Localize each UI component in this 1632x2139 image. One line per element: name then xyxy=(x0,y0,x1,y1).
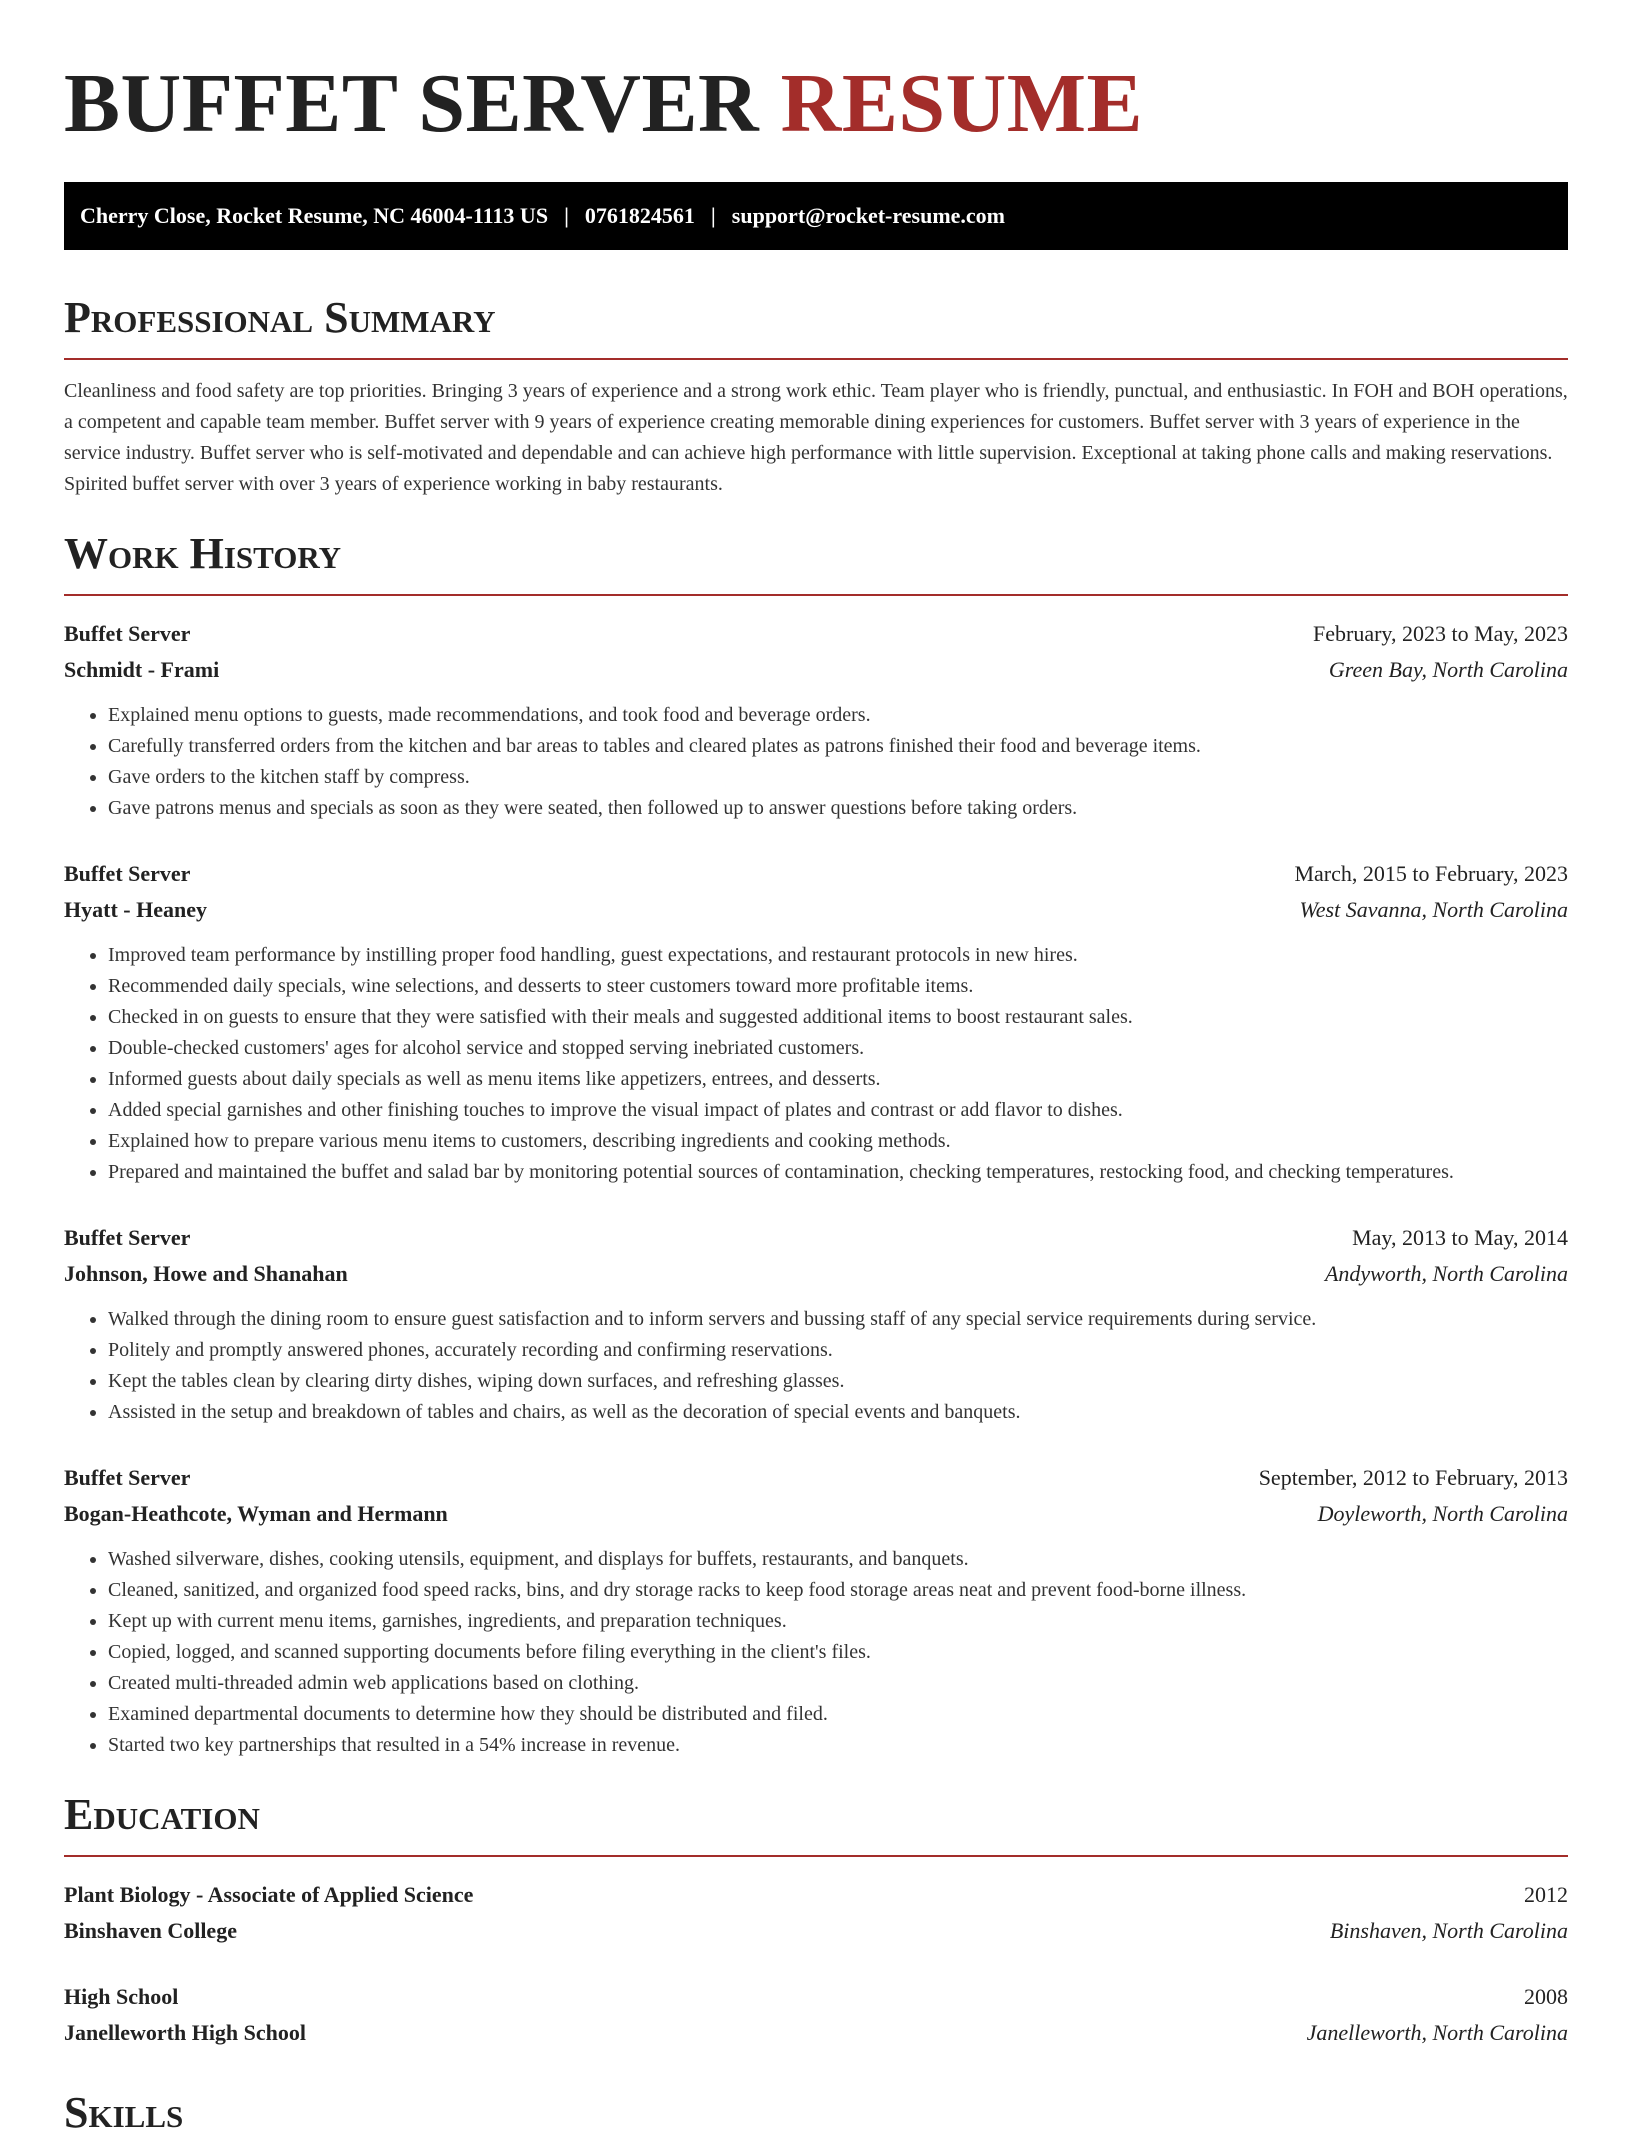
job-duty-item: • Carefully transferred orders from the kitchen and bar areas to tables and cleared plates as patrons finished their food and beverage items. xyxy=(108,731,1568,762)
job-duty-item: • Explained how to prepare various menu items to customers, describing ingredients and cooking methods. xyxy=(108,1126,1568,1157)
job-duty-item: • Prepared and maintained the buffet and salad bar by monitoring potential sources of contamination, checking temperatures, restocking food, and checking temperatures. xyxy=(108,1157,1568,1188)
job-duties-list xyxy=(64,700,1568,824)
job-header-row xyxy=(64,1220,1568,1256)
education-degree: High School xyxy=(64,1984,179,2009)
job-duty-item: • Examined departmental documents to determine how they should be distributed and filed. xyxy=(108,1699,1568,1730)
job-company: Johnson, Howe and Shanahan xyxy=(64,1261,348,1286)
education-location: Binshaven, North Carolina xyxy=(1329,1918,1568,1943)
title-accent: RESUME xyxy=(780,57,1144,150)
job-duty-item: • Kept up with current menu items, garnishes, ingredients, and preparation techniques. xyxy=(108,1606,1568,1637)
job-header-row xyxy=(64,1460,1568,1496)
education-school-row xyxy=(64,1913,1568,1949)
contact-phone: 0761824561 xyxy=(584,203,695,228)
education-section xyxy=(64,1789,1568,2051)
job-duty-item: • Cleaned, sanitized, and organized food speed racks, bins, and dry storage racks to keep food storage areas neat and prevent food-borne illness. xyxy=(108,1575,1568,1606)
contact-separator: | xyxy=(564,203,569,228)
job-location: West Savanna, North Carolina xyxy=(1299,897,1568,922)
skills-heading: Skills xyxy=(64,2088,184,2137)
education-degree-row xyxy=(64,1877,1568,1913)
education-degree: Plant Biology - Associate of Applied Science xyxy=(64,1882,474,1907)
education-entry xyxy=(64,1877,1568,1949)
job-header-row xyxy=(64,856,1568,892)
job-company: Schmidt - Frami xyxy=(64,657,220,682)
job-duty-item: • Added special garnishes and other finishing touches to improve the visual impact of plates and contrast or add flavor to dishes. xyxy=(108,1095,1568,1126)
job-dates: May, 2013 to May, 2014 xyxy=(1352,1225,1568,1250)
job-entry xyxy=(64,1460,1568,1761)
job-duty-item: • Checked in on guests to ensure that they were satisfied with their meals and suggested additional items to boost restaurant sales. xyxy=(108,1002,1568,1033)
job-duty-item: • Assisted in the setup and breakdown of tables and chairs, as well as the decoration of special events and banquets. xyxy=(108,1397,1568,1428)
job-duty-item: • Gave orders to the kitchen staff by compress. xyxy=(108,762,1568,793)
job-duty-item: • Improved team performance by instilling proper food handling, guest expectations, and restaurant protocols in new hires. xyxy=(108,940,1568,971)
contact-email: support@rocket-resume.com xyxy=(731,203,1005,228)
job-company: Hyatt - Heaney xyxy=(64,897,207,922)
job-title: Buffet Server xyxy=(64,861,191,886)
job-duty-item: • Started two key partnerships that resulted in a 54% increase in revenue. xyxy=(108,1730,1568,1761)
education-heading: Education xyxy=(64,1790,260,1839)
education-school: Binshaven College xyxy=(64,1918,237,1943)
section-divider xyxy=(64,1855,1568,1857)
job-duty-item: • Recommended daily specials, wine selections, and desserts to steer customers toward more profitable items. xyxy=(108,971,1568,1002)
education-year: 2012 xyxy=(1524,1882,1568,1907)
job-duty-item: • Created multi-threaded admin web applications based on clothing. xyxy=(108,1668,1568,1699)
job-entry xyxy=(64,616,1568,824)
job-dates: March, 2015 to February, 2023 xyxy=(1294,861,1568,886)
education-location: Janelleworth, North Carolina xyxy=(1306,2020,1568,2045)
job-entry xyxy=(64,1220,1568,1428)
job-duty-item: • Double-checked customers' ages for alcohol service and stopped serving inebriated customers. xyxy=(108,1033,1568,1064)
job-duty-item: • Politely and promptly answered phones, accurately recording and confirming reservations. xyxy=(108,1335,1568,1366)
job-duty-item: • Kept the tables clean by clearing dirty dishes, wiping down surfaces, and refreshing glasses. xyxy=(108,1366,1568,1397)
education-degree-row xyxy=(64,1979,1568,2015)
job-location: Doyleworth, North Carolina xyxy=(1317,1501,1568,1526)
job-title: Buffet Server xyxy=(64,621,191,646)
job-dates: September, 2012 to February, 2013 xyxy=(1258,1465,1568,1490)
summary-section xyxy=(64,292,1568,500)
job-duty-item: • Washed silverware, dishes, cooking utensils, equipment, and displays for buffets, restaurants, and banquets. xyxy=(108,1544,1568,1575)
job-title: Buffet Server xyxy=(64,1465,191,1490)
skills-section xyxy=(64,2087,1568,2139)
job-duty-item: • Gave patrons menus and specials as soon as they were seated, then followed up to answer questions before taking orders. xyxy=(108,793,1568,824)
work-history-heading: Work History xyxy=(64,529,342,578)
job-entry xyxy=(64,856,1568,1188)
education-entry xyxy=(64,1979,1568,2051)
summary-heading: Professional Summary xyxy=(64,293,496,342)
job-list xyxy=(64,616,1568,1761)
work-history-section xyxy=(64,528,1568,1761)
title-main: BUFFET SERVER xyxy=(64,57,760,150)
job-duties-list xyxy=(64,1304,1568,1428)
contact-address: Cherry Close, Rocket Resume, NC 46004-1113 US xyxy=(80,203,549,228)
education-list xyxy=(64,1877,1568,2051)
job-title: Buffet Server xyxy=(64,1225,191,1250)
job-company: Bogan-Heathcote, Wyman and Hermann xyxy=(64,1501,448,1526)
job-duties-list xyxy=(64,1544,1568,1761)
summary-text: Cleanliness and food safety are top priorities. Bringing 3 years of experience and a strong work ethic. Team player who is friendly, punctual, and enthusiastic. In FOH and BOH operations, a competent and capable team member. Buffet server with 9 years of experience creating memorable dining experiences for customers. Buffet server with 3 years of experience in the service industry. Buffet server who is self-motivated and dependable and can achieve high performance with little supervision. Exceptional at taking phone calls and making reservations. Spirited buffet server with over 3 years of experience working in baby restaurants. xyxy=(64,380,1568,495)
job-duties-list xyxy=(64,940,1568,1188)
job-duty-item: • Informed guests about daily specials as well as menu items like appetizers, entrees, and desserts. xyxy=(108,1064,1568,1095)
job-company-row xyxy=(64,1496,1568,1532)
resume-title xyxy=(64,0,1568,150)
job-location: Green Bay, North Carolina xyxy=(1328,657,1568,682)
education-school-row xyxy=(64,2015,1568,2051)
education-year: 2008 xyxy=(1524,1984,1568,2009)
job-company-row xyxy=(64,1256,1568,1292)
job-duty-item: • Walked through the dining room to ensure guest satisfaction and to inform servers and bussing staff of any special service requirements during service. xyxy=(108,1304,1568,1335)
job-duty-item: • Explained menu options to guests, made recommendations, and took food and beverage orders. xyxy=(108,700,1568,731)
education-school: Janelleworth High School xyxy=(64,2020,307,2045)
contact-separator: | xyxy=(710,203,716,228)
job-location: Andyworth, North Carolina xyxy=(1324,1261,1568,1286)
section-divider xyxy=(64,358,1568,360)
job-dates: February, 2023 to May, 2023 xyxy=(1313,621,1568,646)
job-duty-item: • Copied, logged, and scanned supporting documents before filing everything in the client's files. xyxy=(108,1637,1568,1668)
contact-bar xyxy=(64,182,1568,250)
job-company-row xyxy=(64,652,1568,688)
job-company-row xyxy=(64,892,1568,928)
section-divider xyxy=(64,594,1568,596)
job-header-row xyxy=(64,616,1568,652)
